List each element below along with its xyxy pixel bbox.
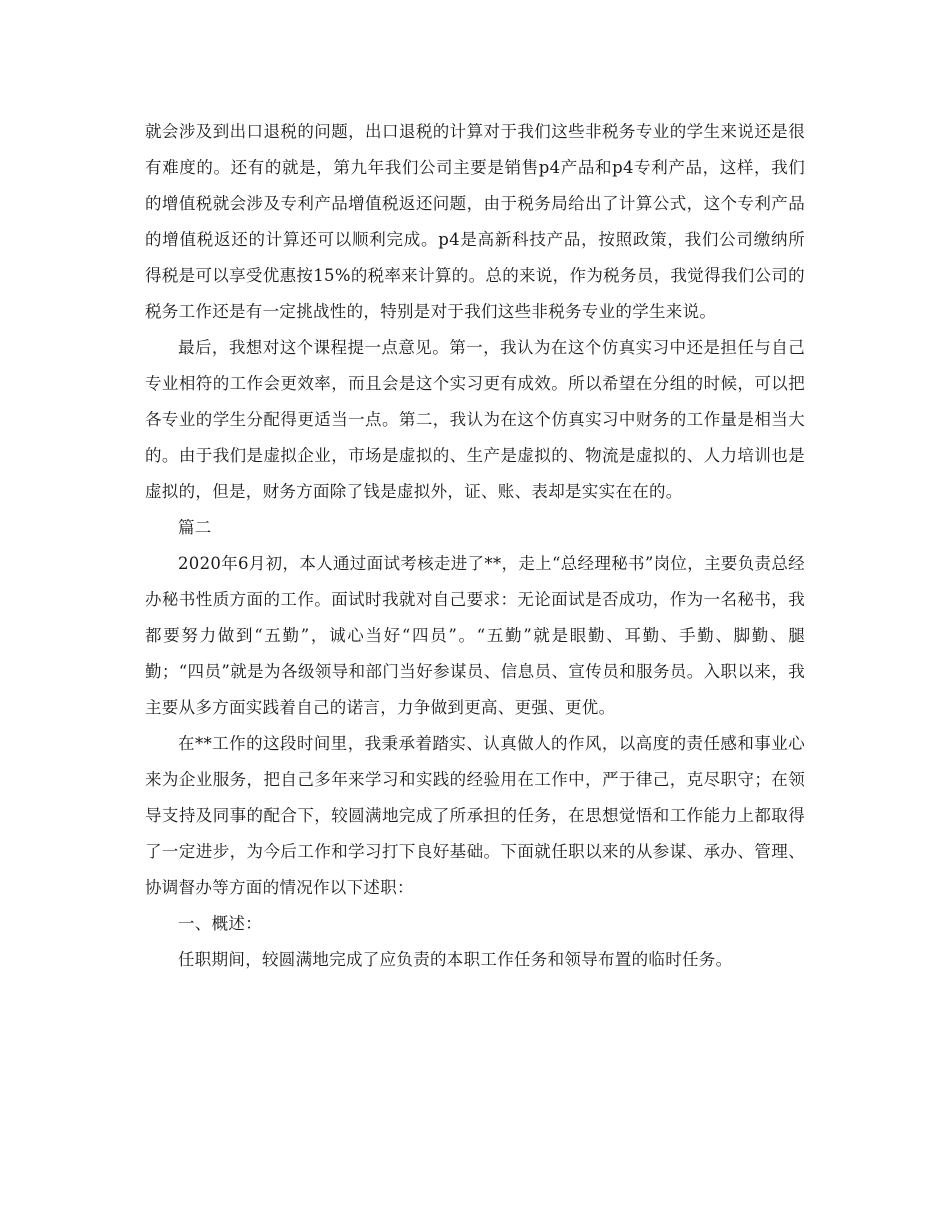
section-heading-part-two: 篇二 [178, 518, 212, 537]
paragraph-work-summary: 在**工作的这段时间里，我秉承着踏实、认真做人的作风，以高度的责任感和事业心来为企业服务，把自己多年来学习和实践的经验用在工作中，严于律己，克尽职守；在领导支持及同事的配合下，较圆满地完成了所承担的任务，在思想觉悟和工作能力上都取得了一定进步，为今后工作和学习打下良好基础。下面就任职以来的从参谋、承办、管理、协调督办等方面的情况作以下述职： [145, 734, 805, 897]
section-heading-overview: 一、概述： [178, 914, 262, 933]
paragraph-tax-continuation: 就会涉及到出口退税的问题，出口退税的计算对于我们这些非税务专业的学生来说还是很有难度的。还有的就是，第九年我们公司主要是销售p4产品和p4专利产品，这样，我们的增值税就会涉及专利产品增值税返还问题，由于税务局给出了计算公式，这个专利产品的增值税返还的计算还可以顺利完成。p4是高新科技产品，按照政策，我们公司缴纳所得税是可以享受优惠按15%的税率来计算的。总的来说，作为税务员，我觉得我们公司的税务工作还是有一定挑战性的，特别是对于我们这些非税务专业的学生来说。 [145, 122, 805, 321]
paragraph-overview-text: 任职期间，较圆满地完成了应负责的本职工作任务和领导布置的临时任务。 [178, 950, 733, 969]
paragraph-secretary-intro: 2020年6月初，本人通过面试考核走进了**，走上“总经理秘书”岗位，主要负责总经办秘书性质方面的工作。面试时我就对自己要求：无论面试是否成功，作为一名秘书，我都要努力做到“五勤”，诚心当好“四员”。“五勤”就是眼勤、耳勤、手勤、脚勤、腿勤；“四员”就是为各级领导和部门当好参谋员、信息员、宣传员和服务员。入职以来，我主要从多方面实践着自己的诺言，力争做到更高、更强、更优。 [145, 554, 805, 717]
document-body [145, 114, 805, 978]
paragraph-course-suggestions: 最后，我想对这个课程提一点意见。第一，我认为在这个仿真实习中还是担任与自己专业相符的工作会更效率，而且会是这个实习更有成效。所以希望在分组的时候，可以把各专业的学生分配得更适当一点。第二，我认为在这个仿真实习中财务的工作量是相当大的。由于我们是虚拟企业，市场是虚拟的、生产是虚拟的、物流是虚拟的、人力培训也是虚拟的，但是，财务方面除了钱是虚拟外，证、账、表却是实实在在的。 [145, 338, 805, 501]
